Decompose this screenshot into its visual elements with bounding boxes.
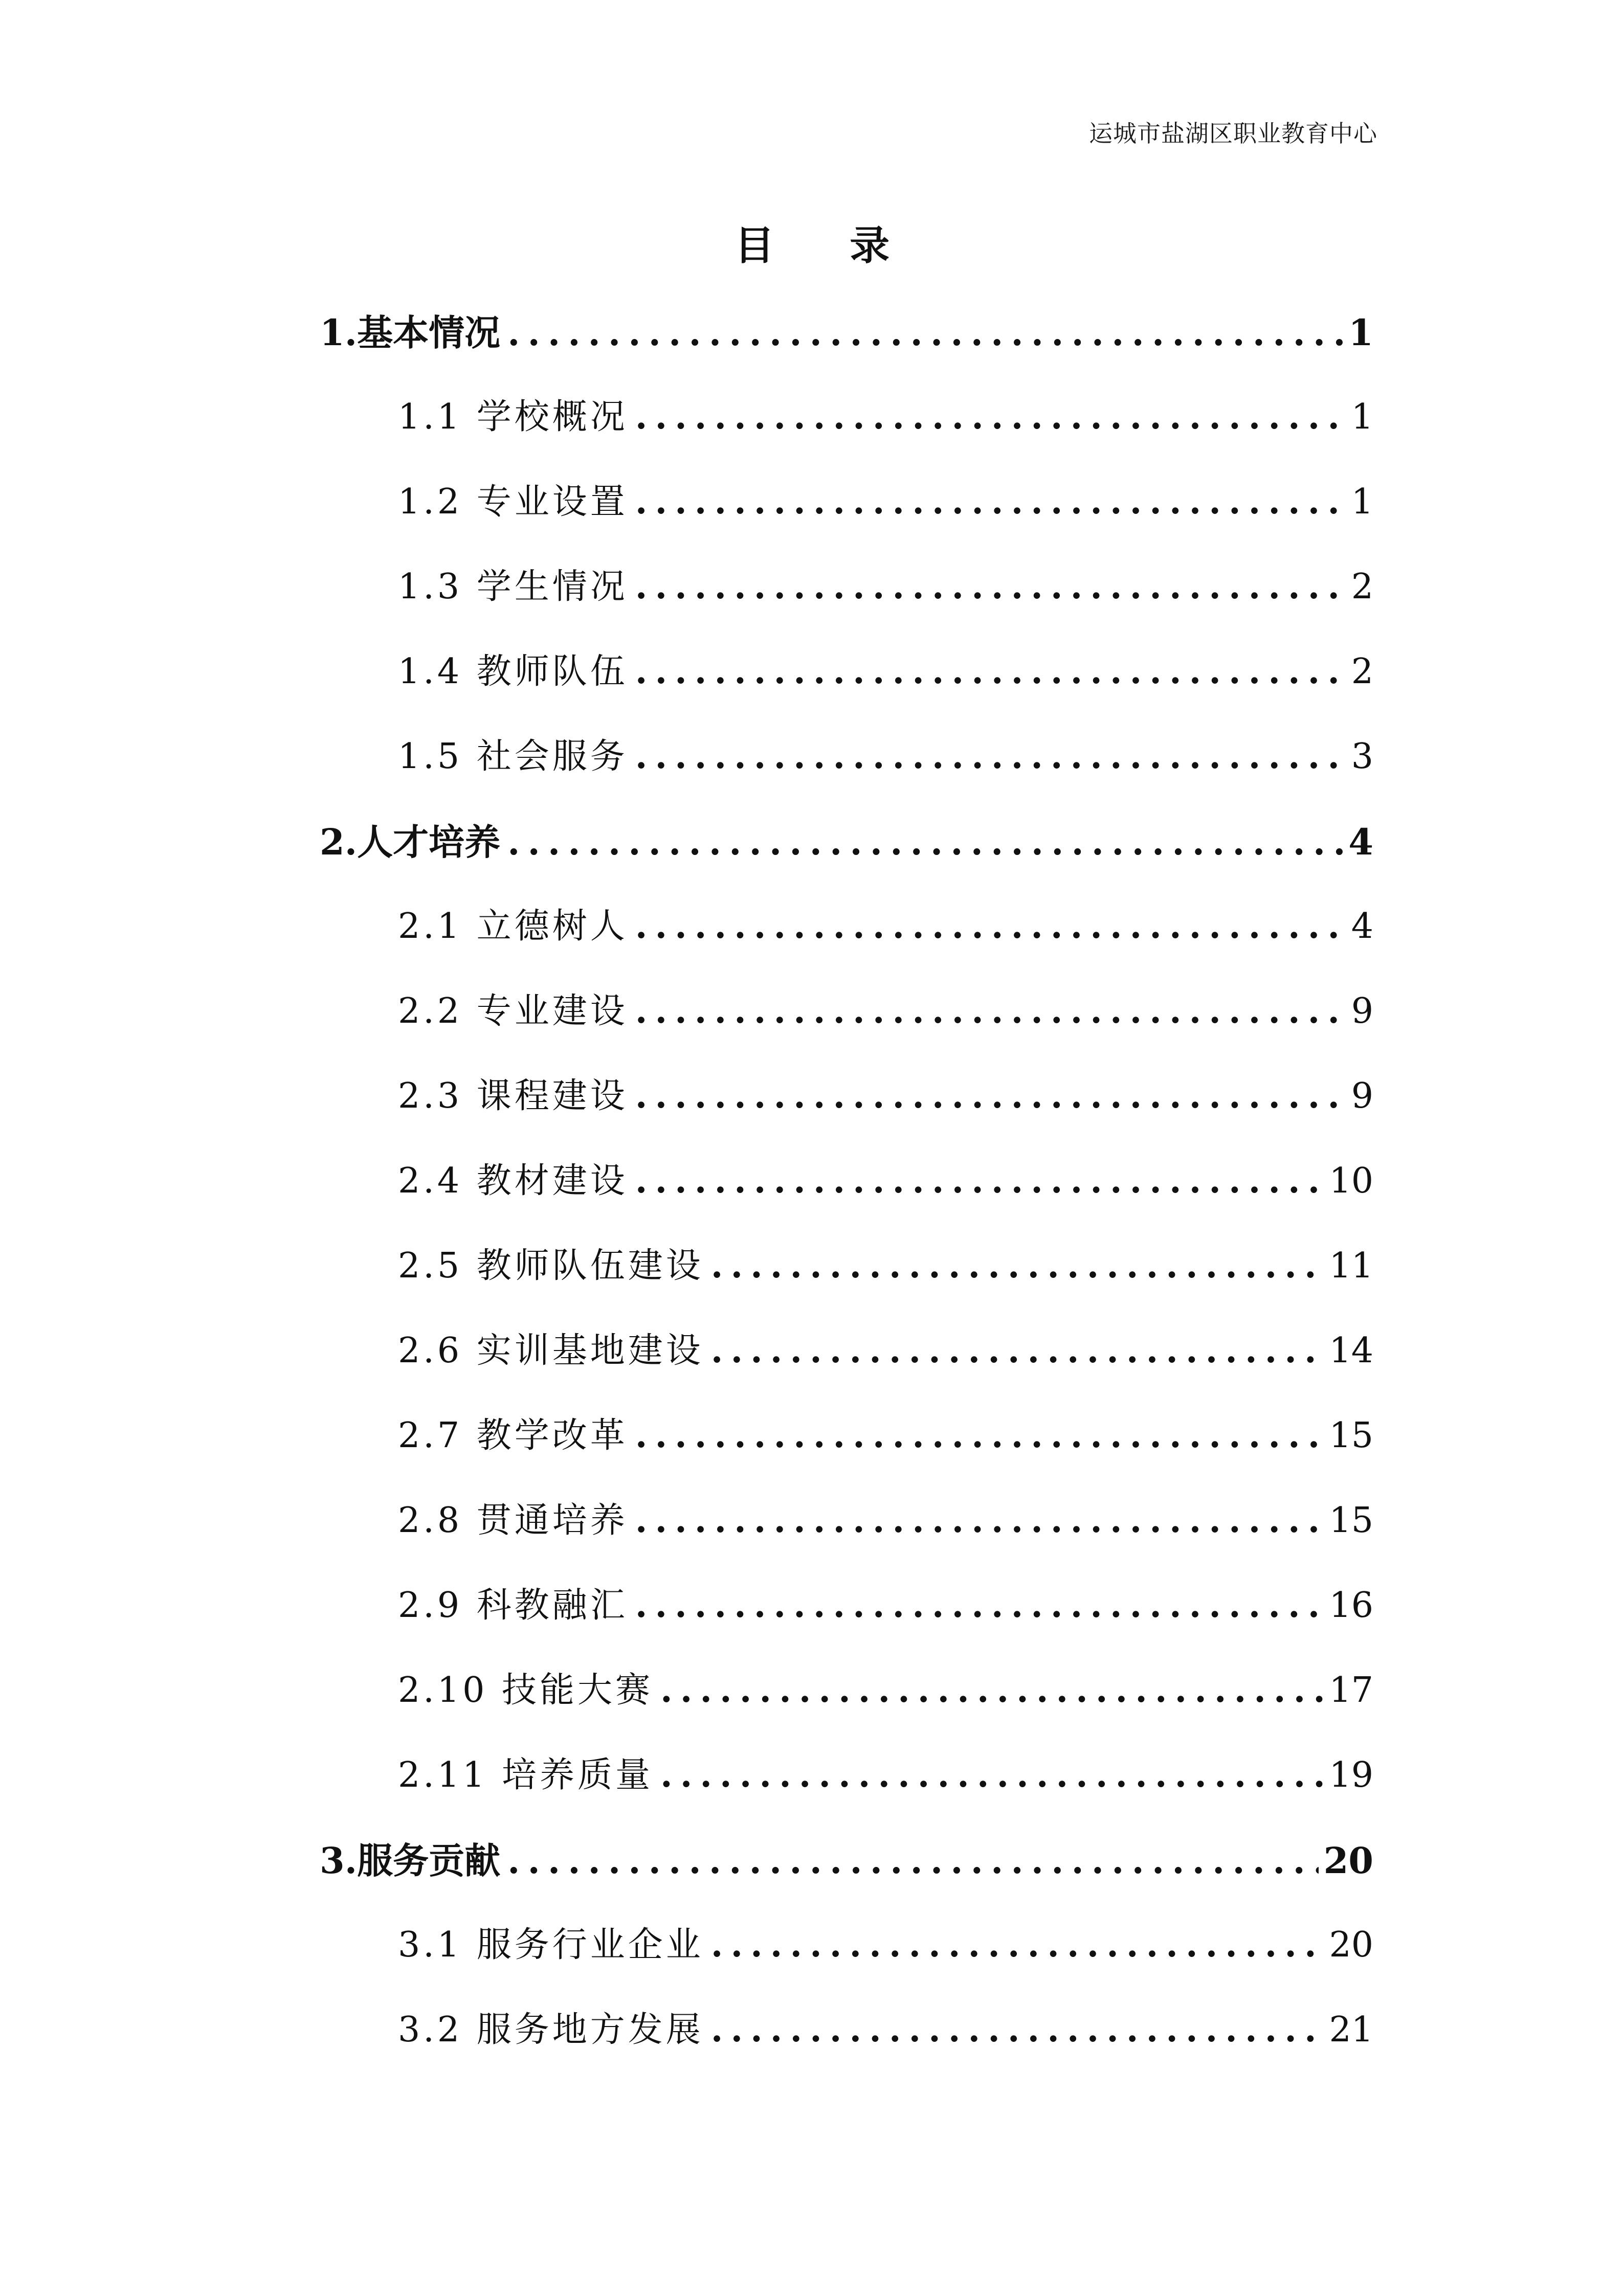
toc-entry-page: 2: [1351, 651, 1373, 692]
toc-leader-dots: [635, 481, 1346, 522]
toc-leader-dots: [635, 566, 1346, 607]
toc-entry-label: 2.人才培养: [320, 821, 501, 863]
toc-leader-dots: [660, 1670, 1324, 1710]
toc-entry-page: 21: [1329, 2010, 1373, 2050]
toc-entry-label: 2.4 教材建设: [398, 1161, 628, 1201]
toc-entry-page: 16: [1329, 1585, 1373, 1626]
toc-entry-label: 1.4 教师队伍: [398, 651, 628, 692]
toc-entry-section[interactable]: [398, 474, 1373, 523]
toc-entry-section[interactable]: [398, 983, 1373, 1032]
toc-leader-dots: [660, 1754, 1324, 1795]
toc-leader-dots: [711, 1924, 1324, 1965]
toc-entry-label: 1.基本情况: [320, 311, 501, 354]
toc-entry-page: 1: [1348, 311, 1373, 354]
toc-entry-page: 2: [1351, 567, 1373, 607]
toc-entry-page: 15: [1329, 1415, 1373, 1456]
toc-entry-label: 2.11 培养质量: [398, 1755, 654, 1795]
toc-entry-section[interactable]: [398, 1238, 1373, 1287]
toc-entry-section[interactable]: [398, 1153, 1373, 1202]
toc-entry-label: 3.2 服务地方发展: [398, 2010, 704, 2050]
toc-entry-page: 15: [1329, 1500, 1373, 1541]
toc-entry-section[interactable]: [398, 898, 1373, 948]
toc-leader-dots: [635, 736, 1346, 777]
toc-entry-label: 1.3 学生情况: [398, 567, 628, 607]
toc-entry-section[interactable]: [398, 729, 1373, 778]
toc-entry-section[interactable]: [398, 559, 1373, 608]
toc-entry-page: 3: [1351, 736, 1373, 777]
toc-entry-page: 4: [1348, 821, 1373, 863]
toc-leader-dots: [635, 396, 1346, 437]
toc-entry-page: 20: [1323, 1839, 1373, 1882]
toc-entry-section[interactable]: [398, 1408, 1373, 1457]
toc-entry-chapter[interactable]: [320, 814, 1373, 863]
toc-entry-section[interactable]: [398, 1747, 1373, 1796]
toc-leader-dots: [635, 1585, 1324, 1626]
toc-entry-label: 1.1 学校概况: [398, 397, 628, 437]
toc-leader-dots: [635, 1075, 1346, 1116]
toc-entry-section[interactable]: [398, 1578, 1373, 1627]
toc-entry-section[interactable]: [398, 1068, 1373, 1117]
toc-entry-chapter[interactable]: [320, 1832, 1373, 1881]
toc-leader-dots: [711, 2009, 1324, 2050]
toc-entry-label: 2.8 贯通培养: [398, 1500, 628, 1541]
toc-leader-dots: [507, 311, 1343, 354]
toc-entry-page: 1: [1351, 397, 1373, 437]
toc-leader-dots: [507, 821, 1343, 863]
toc-leader-dots: [635, 651, 1346, 692]
toc-entry-section[interactable]: [398, 1662, 1373, 1712]
toc-entry-page: 19: [1329, 1755, 1373, 1795]
toc-entry-label: 2.2 专业建设: [398, 991, 628, 1031]
toc-entry-chapter[interactable]: [320, 304, 1373, 353]
toc-entry-label: 2.3 课程建设: [398, 1076, 628, 1116]
toc-entry-page: 9: [1351, 991, 1373, 1031]
page-header-org-name: 运城市盐湖区职业教育中心: [1089, 120, 1377, 147]
toc-entry-label: 2.6 实训基地建设: [398, 1331, 704, 1371]
toc-entry-page: 4: [1351, 906, 1373, 947]
toc-entry-label: 2.10 技能大赛: [398, 1670, 654, 1710]
toc-leader-dots: [507, 1839, 1319, 1882]
toc-title: 目 录: [734, 222, 921, 269]
toc-entry-section[interactable]: [398, 2002, 1373, 2051]
toc-entry-page: 17: [1329, 1670, 1373, 1710]
toc-entry-section[interactable]: [398, 1493, 1373, 1542]
toc-entry-section[interactable]: [398, 389, 1373, 438]
toc-leader-dots: [635, 1500, 1324, 1541]
toc-entry-page: 9: [1351, 1076, 1373, 1116]
toc-leader-dots: [635, 1415, 1324, 1456]
toc-entry-page: 20: [1329, 1925, 1373, 1965]
toc-leader-dots: [711, 1245, 1324, 1286]
toc-entry-label: 1.5 社会服务: [398, 736, 628, 777]
toc-entry-label: 2.7 教学改革: [398, 1415, 628, 1456]
toc-entry-label: 3.服务贡献: [320, 1839, 501, 1882]
toc-entry-label: 2.9 科教融汇: [398, 1585, 628, 1626]
toc-entry-section[interactable]: [398, 644, 1373, 693]
toc-entry-label: 2.5 教师队伍建设: [398, 1246, 704, 1286]
toc-leader-dots: [635, 1160, 1324, 1201]
toc-entry-section[interactable]: [398, 1917, 1373, 1966]
toc-entry-page: 1: [1351, 482, 1373, 522]
toc-entry-label: 2.1 立德树人: [398, 906, 628, 947]
toc-entry-label: 1.2 专业设置: [398, 482, 628, 522]
toc-entry-page: 14: [1329, 1331, 1373, 1371]
toc-entry-label: 3.1 服务行业企业: [398, 1925, 704, 1965]
toc-entry-page: 10: [1329, 1161, 1373, 1201]
toc-entry-section[interactable]: [398, 1323, 1373, 1372]
toc-leader-dots: [711, 1330, 1324, 1371]
toc-leader-dots: [635, 991, 1346, 1031]
toc-entry-page: 11: [1329, 1246, 1373, 1286]
toc-leader-dots: [635, 906, 1346, 947]
